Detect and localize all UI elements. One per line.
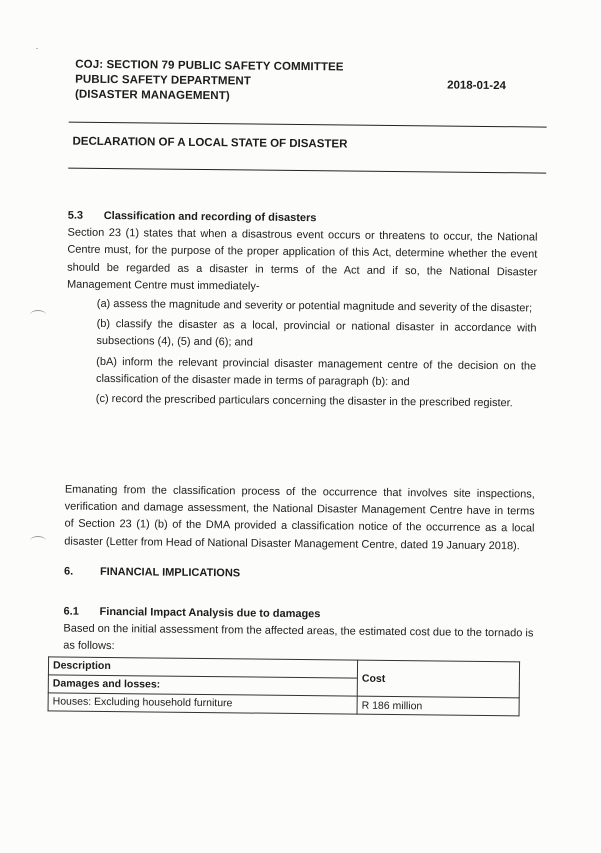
header-line-1: COJ: SECTION 79 PUBLIC SAFETY COMMITTEE bbox=[75, 58, 344, 74]
section-5-3-item-list bbox=[66, 296, 537, 413]
section-number: 5.3 bbox=[67, 209, 84, 222]
divider-top bbox=[69, 122, 547, 128]
section-5-3 bbox=[66, 208, 538, 416]
list-item: (bA) inform the relevant provincial disaster management centre of the decision on the classification of the disaster made in terms of paragraph (b): and bbox=[95, 355, 537, 388]
section-title: Financial Impact Analysis due to damages bbox=[99, 605, 321, 621]
section-6-1-intro: Based on the initial assessment from the affected areas, the estimated cost due to the tornado is as follows: bbox=[63, 622, 534, 653]
header-organisation bbox=[75, 58, 344, 106]
cost-table bbox=[48, 656, 521, 716]
column-header-cost: Cost bbox=[357, 660, 519, 698]
list-item: (c) record the prescribed particulars concerning the disaster in the prescribed register. bbox=[95, 392, 513, 410]
declaration-title: DECLARATION OF A LOCAL STATE OF DISASTER bbox=[72, 135, 348, 151]
group-label: Damages and losses: bbox=[48, 675, 357, 696]
section-6-1 bbox=[63, 604, 534, 661]
list-item: (a) assess the magnitude and severity or potential magnitude and severity of the disaster; bbox=[96, 297, 533, 315]
header-line-2: PUBLIC SAFETY DEPARTMENT bbox=[75, 73, 251, 88]
list-item: (b) classify the disaster as a local, provincial or national disaster in accordance with subsections (4), (5) and (6); and bbox=[96, 318, 537, 349]
section-title: Classification and recording of disasters bbox=[103, 209, 317, 225]
table-row bbox=[48, 693, 519, 716]
section-number: 6. bbox=[63, 565, 74, 578]
header-line-3: (DISASTER MANAGEMENT) bbox=[74, 88, 230, 103]
divider-bottom bbox=[68, 168, 546, 174]
section-6-heading bbox=[64, 564, 534, 586]
row-description: Houses: Excluding household furniture bbox=[48, 693, 357, 714]
section-number: 6.1 bbox=[63, 605, 79, 618]
section-6 bbox=[64, 564, 534, 586]
section-title: FINANCIAL IMPLICATIONS bbox=[99, 565, 241, 580]
header-date: 2018-01-24 bbox=[447, 79, 506, 93]
emanating-paragraph-block bbox=[64, 482, 535, 556]
emanating-paragraph: Emanating from the classification process of the occurrence that involves site inspections, verification and damage assessment, the National Disaster Management Centre have in terms of Section 23 (1) (b) of the DMA provided a classification notice of the occurrence as a local disaster (Letter from Head of National Disaster Management Centre, dated 19 January 2018). bbox=[64, 483, 535, 552]
section-5-3-intro: Section 23 (1) states that when a disastrous event occurs or threatens to occur, the National Centre must, for the purpose of the proper application of this Act, determine whether the event should be regarded as a disaster in terms of the Act and if so, the National Disaster Management Centre must immediately- bbox=[66, 226, 538, 293]
row-cost: R 186 million bbox=[357, 696, 519, 716]
column-header-description: Description bbox=[48, 657, 357, 678]
